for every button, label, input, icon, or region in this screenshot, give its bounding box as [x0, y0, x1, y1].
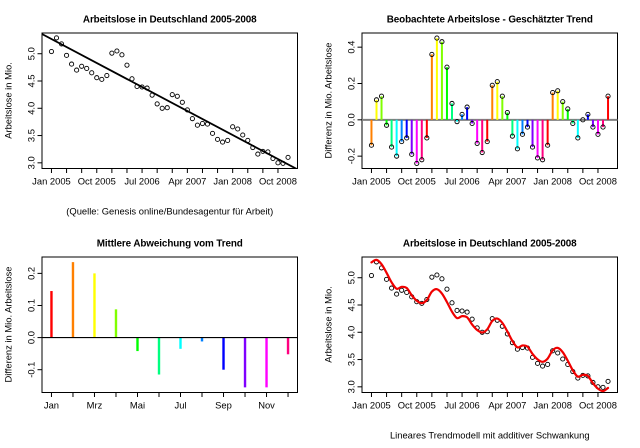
data-point-circle: [115, 49, 119, 53]
x-tick-label: Apr 2007: [488, 175, 527, 187]
data-point-circle: [110, 51, 114, 55]
data-point-circle: [49, 49, 53, 53]
plot-box: [42, 257, 298, 393]
data-point-circle: [85, 66, 89, 70]
data-point-circle: [150, 93, 154, 97]
y-axis-label: Differenz in Mio. Arbeitslose: [322, 42, 334, 159]
data-point-circle: [64, 53, 68, 57]
data-point-circle: [69, 62, 73, 66]
chart-title: Arbeitslose in Deutschland 2005-2008: [82, 14, 257, 26]
x-tick-label: Jan 2005: [352, 399, 391, 411]
data-point-circle: [215, 137, 219, 141]
data-point-circle: [435, 273, 439, 277]
y-axis-label: Arbeitslose in Mio.: [2, 62, 14, 139]
plot-area: [26, 33, 298, 187]
data-point-circle: [231, 125, 235, 129]
data-point-circle: [400, 288, 404, 292]
x-tick-label: Mai: [129, 399, 146, 411]
y-tick-label: 0.2: [345, 76, 357, 91]
x-tick-label: Jan 2008: [533, 399, 572, 411]
y-tick-label: 5.0: [25, 47, 37, 61]
data-point-circle: [130, 77, 134, 81]
y-tick-label: 4.0: [25, 101, 37, 115]
data-point-circle: [170, 93, 174, 97]
data-point-circle: [369, 273, 373, 277]
data-point-circle: [100, 77, 104, 81]
chart-svg-bottom-right: [320, 224, 640, 448]
y-tick-label: 3.0: [25, 156, 37, 170]
x-tick-label: Oct 2005: [397, 175, 436, 187]
y-tick-label: 3.0: [345, 380, 357, 394]
plot-area: [26, 257, 298, 411]
x-tick-label: Sep: [215, 399, 232, 411]
y-tick-label: 3.5: [345, 353, 357, 367]
x-tick-label: Jan: [43, 399, 60, 411]
data-point-circle: [286, 155, 290, 159]
y-tick-label: 0.0: [345, 113, 357, 127]
data-point-circle: [246, 138, 250, 142]
plot-box: [362, 33, 618, 169]
y-tick-label: -0.2: [345, 148, 357, 165]
x-tick-label: Apr 2007: [168, 175, 207, 187]
chart-caption: (Quelle: Genesis online/Bundesagentur für Arbeit): [66, 205, 274, 217]
data-point-circle: [256, 152, 260, 156]
panel-trendmodell-fit: [320, 224, 640, 448]
x-tick-label: Jul 2006: [444, 175, 480, 187]
data-point-circle: [445, 287, 449, 291]
data-point-circle: [80, 64, 84, 68]
y-tick-label: 3.5: [25, 129, 37, 143]
data-point-circle: [160, 106, 164, 110]
x-tick-label: Jan 2005: [352, 175, 391, 187]
data-point-circle: [535, 361, 539, 365]
data-point-circle: [90, 71, 94, 75]
panel-arbeitslose-scatter: [0, 0, 320, 224]
data-point-circle: [395, 292, 399, 296]
data-point-circle: [190, 117, 194, 121]
data-point-circle: [165, 106, 169, 110]
data-point-circle: [125, 63, 129, 67]
chart-title: Mittlere Abweichung vom Trend: [96, 238, 243, 250]
x-tick-label: Jan 2005: [32, 175, 71, 187]
plot-area: [346, 257, 618, 411]
data-point-circle: [195, 123, 199, 127]
x-tick-label: Mrz: [86, 399, 103, 411]
data-point-circle: [75, 68, 79, 72]
plot-area: [346, 33, 618, 187]
y-axis-label: Arbeitslose in Mio.: [322, 286, 334, 363]
data-point-circle: [221, 140, 225, 144]
chart-svg-top-left: [0, 0, 320, 224]
data-point-circle: [120, 53, 124, 57]
y-axis-label: Differenz in Mio. Arbeitslose: [2, 266, 14, 383]
data-point-circle: [210, 131, 214, 135]
x-tick-label: Jul 2006: [124, 175, 160, 187]
data-point-circle: [556, 351, 560, 355]
x-tick-label: Jan 2008: [533, 175, 572, 187]
x-tick-label: Oct 2008: [258, 175, 297, 187]
y-tick-label: 4.5: [345, 298, 357, 312]
data-point-circle: [561, 357, 565, 361]
data-point-circle: [450, 301, 454, 305]
y-tick-label: 5.0: [345, 271, 357, 285]
y-tick-label: 0.4: [345, 40, 357, 54]
data-point-circle: [226, 138, 230, 142]
chart-svg-top-right: [320, 0, 640, 224]
data-point-circle: [105, 73, 109, 77]
y-tick-label: -0.1: [25, 361, 37, 378]
data-point-circle: [241, 133, 245, 137]
data-point-circle: [606, 379, 610, 383]
data-point-circle: [440, 277, 444, 281]
data-point-circle: [200, 121, 204, 125]
y-tick-label: 0.1: [25, 298, 37, 313]
data-point-circle: [541, 364, 545, 368]
chart-title: Beobachtete Arbeitslose - Geschätzter Trend: [386, 14, 593, 26]
fit-curve: [371, 260, 608, 391]
data-point-circle: [54, 36, 58, 40]
panel-residuen-stem: [320, 0, 640, 224]
data-point-circle: [546, 362, 550, 366]
panel-monatsmittel-stem: [0, 224, 320, 448]
data-point-circle: [236, 127, 240, 131]
y-tick-label: 4.5: [25, 74, 37, 88]
data-point-circle: [430, 275, 434, 279]
x-tick-label: Jul 2006: [444, 399, 480, 411]
chart-caption: Lineares Trendmodell mit additiver Schwankung: [389, 429, 590, 441]
data-point-circle: [455, 308, 459, 312]
data-point-circle: [180, 100, 184, 104]
data-point-circle: [276, 161, 280, 165]
data-point-circle: [601, 385, 605, 389]
data-point-circle: [460, 309, 464, 313]
data-point-circle: [389, 286, 393, 290]
x-tick-label: Nov: [258, 399, 275, 411]
x-tick-label: Apr 2007: [488, 399, 527, 411]
y-tick-label: 0.2: [25, 266, 37, 280]
x-tick-label: Oct 2005: [397, 399, 436, 411]
x-tick-label: Jul: [174, 399, 187, 411]
chart-title: Arbeitslose in Deutschland 2005-2008: [402, 238, 577, 250]
x-tick-label: Oct 2008: [578, 399, 617, 411]
data-point-circle: [465, 310, 469, 314]
data-point-circle: [175, 94, 179, 98]
trend-line: [42, 34, 298, 169]
y-tick-label: 0.0: [25, 331, 37, 345]
y-tick-label: 4.0: [345, 325, 357, 339]
data-point-circle: [155, 102, 159, 106]
x-tick-label: Jan 2008: [213, 175, 252, 187]
x-tick-label: Oct 2005: [77, 175, 116, 187]
data-point-circle: [95, 76, 99, 80]
x-tick-label: Oct 2008: [578, 175, 617, 187]
chart-svg-bottom-left: [0, 224, 320, 448]
